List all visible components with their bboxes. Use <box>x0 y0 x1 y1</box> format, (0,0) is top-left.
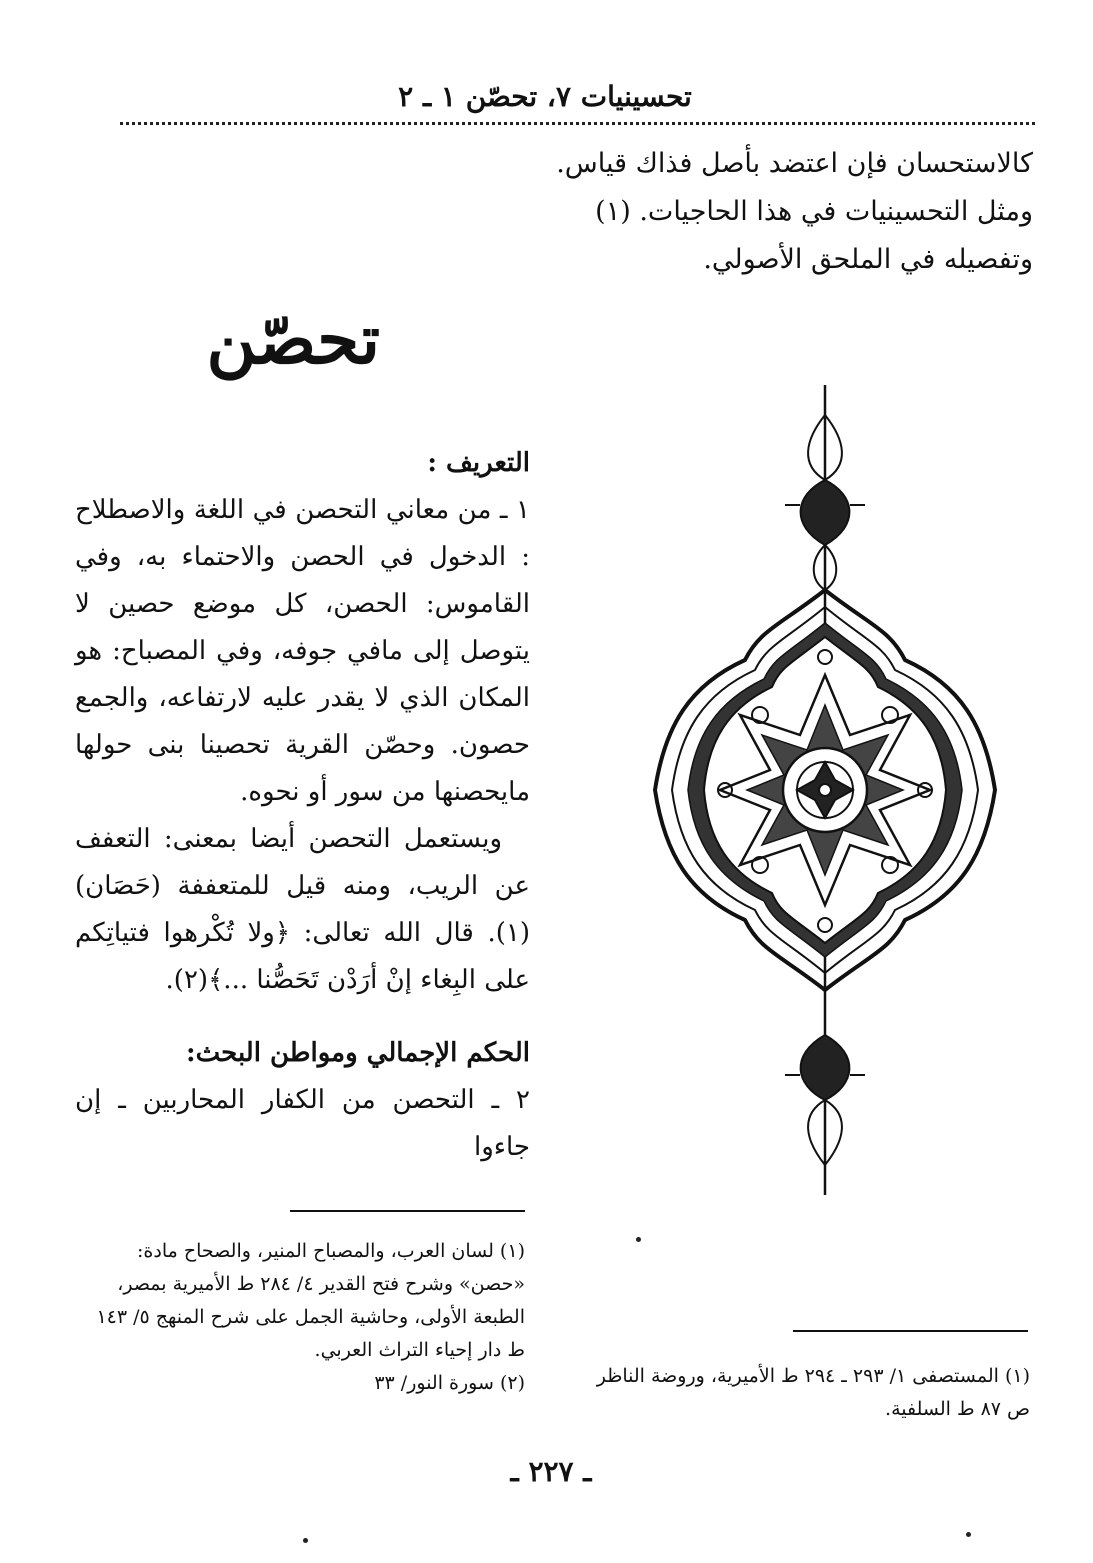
arabesque-ornament <box>640 385 1010 1195</box>
entry-title: تحصّن <box>206 300 380 380</box>
page-header: تحسينيات ٧، تحصّن ١ ـ ٢ <box>398 80 692 113</box>
speck <box>966 1532 971 1537</box>
definition-paragraph: ١ ـ من معاني التحصن في اللغة والاصطلاح : الدخول في الحصن والاحتماء به، وفي القاموس: الحصن، كل موضع حصين لا يتوصل إلى مافي جوفه، وفي المصباح: هو المكان الذي لا يقدر عليه لارتفاعه، والجمع حصون. وحصّن القرية تحصينا بنى حولها مايحصنها من سور أو نحوه. <box>75 495 530 807</box>
footnote: (١) لسان العرب، والمصباح المنير، والصحاح مادة: «حصن» وشرح فتح القدير ٤/ ٢٨٤ ط الأميرية بمصر، الطبعة الأولى، وحاشية الجمل على شرح المنهج ٥/ ١٤٣ ط دار إحياء التراث العربي. <box>96 1240 525 1361</box>
ruling-paragraph: ٢ ـ التحصن من الكفار المحاربين ـ إن جاءوا <box>75 1085 530 1162</box>
header-divider <box>120 122 1035 125</box>
text-line: ومثل التحسينيات في هذا الحاجيات. (١) <box>595 196 1033 227</box>
footnote: (٢) سورة النور/ ٣٣ <box>374 1372 525 1394</box>
main-column <box>75 440 530 1171</box>
speck <box>303 1538 308 1543</box>
text-line: وتفصيله في الملحق الأصولي. <box>703 244 1033 275</box>
footnote-divider <box>290 1210 525 1212</box>
footnotes-right <box>590 1360 1030 1426</box>
continued-text <box>513 140 1033 284</box>
speck <box>636 1237 641 1242</box>
footnotes-left <box>75 1235 525 1400</box>
definition-heading: التعريف : <box>427 448 530 478</box>
text-line: كالاستحسان فإن اعتضد بأصل فذاك قياس. <box>556 148 1033 179</box>
definition-paragraph-2: ويستعمل التحصن أيضا بمعنى: التعفف عن الريب، ومنه قيل للمتعففة (حَصَان)(١). قال الله تعالى: ﴿ولا تُكْرهوا فتياتِكم على البِغاء إنْ أرَدْن تَحَصُّنا ...﴾(٢). <box>75 824 530 995</box>
ruling-heading: الحكم الإجمالي ومواطن البحث: <box>186 1038 530 1068</box>
footnote-divider <box>793 1330 1028 1332</box>
footnote: (١) المستصفى ١/ ٢٩٣ ـ ٢٩٤ ط الأميرية، وروضة الناظر ص ٨٧ ط السلفية. <box>596 1365 1030 1420</box>
page-number: ـ ٢٢٧ ـ <box>510 1455 592 1488</box>
